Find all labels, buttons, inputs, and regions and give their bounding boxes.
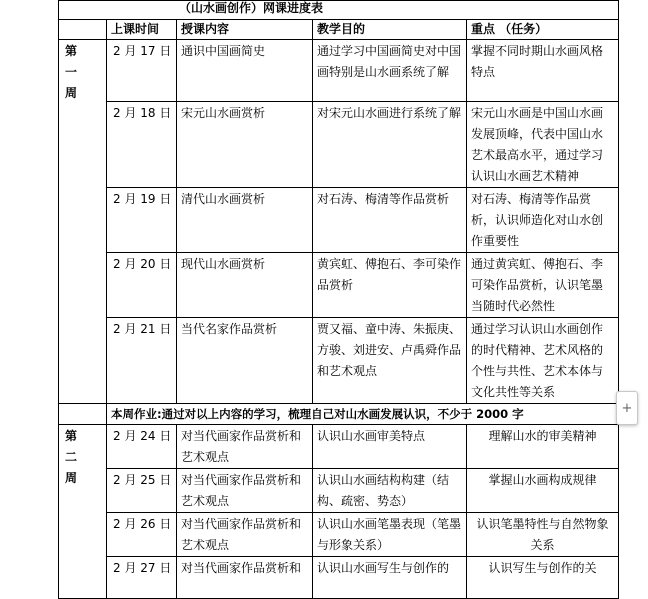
table-row [59, 318, 619, 404]
purpose-cell: 认识山水画写生与创作的 [313, 557, 467, 599]
table-title: （山水画创作）网课进度表 [59, 1, 619, 20]
content-cell: 对当代画家作品赏析和艺术观点 [177, 425, 313, 469]
content-cell: 对当代画家作品赏析和 [177, 557, 313, 599]
table-row [59, 513, 619, 557]
content-cell: 宋元山水画赏析 [177, 102, 313, 188]
focus-cell: 理解山水的审美精神 [467, 425, 619, 469]
purpose-cell: 通过学习中国画简史对中国画特别是山水画系统了解 [313, 40, 467, 102]
header-blank [59, 20, 107, 40]
date-cell: 2 月 20 日 [107, 253, 177, 318]
date-cell: 2 月 21 日 [107, 318, 177, 404]
title-row [59, 1, 619, 20]
purpose-cell: 贾又福、童中涛、朱振庚、方骏、刘进安、卢禹舜作品和艺术观点 [313, 318, 467, 404]
week-one-label [59, 40, 107, 404]
week-char: 周 [65, 86, 78, 100]
table-row [59, 425, 619, 469]
focus-cell: 掌握山水画构成规律 [467, 469, 619, 513]
content-cell: 现代山水画赏析 [177, 253, 313, 318]
header-row [59, 20, 619, 40]
homework-text: 本周作业:通过对以上内容的学习，梳理自己对山水画发展认识，不少于 2000 字 [107, 404, 619, 425]
homework-blank [59, 404, 107, 425]
date-cell: 2 月 17 日 [107, 40, 177, 102]
week-char: 周 [65, 471, 78, 485]
table-row [59, 253, 619, 318]
focus-cell: 通过学习认识山水画创作的时代精神、艺术风格的个性与共性、艺术本体与文化共性等关系 [467, 318, 619, 404]
content-cell: 对当代画家作品赏析和艺术观点 [177, 513, 313, 557]
header-purpose: 教学目的 [313, 20, 467, 40]
date-cell: 2 月 25 日 [107, 469, 177, 513]
focus-cell: 通过黄宾虹、傅抱石、李可染作品赏析，认识笔墨当随时代必然性 [467, 253, 619, 318]
schedule-table [58, 0, 619, 599]
week-char: 第 [65, 429, 78, 443]
table-row [59, 557, 619, 599]
purpose-cell: 认识山水画笔墨表现（笔墨与形象关系） [313, 513, 467, 557]
focus-cell: 对石涛、梅清等作品赏析，认识师造化对山水创作重要性 [467, 188, 619, 253]
content-cell: 通识中国画简史 [177, 40, 313, 102]
date-cell: 2 月 19 日 [107, 188, 177, 253]
table-row [59, 469, 619, 513]
week-two-label [59, 425, 107, 599]
table-row [59, 188, 619, 253]
content-cell: 清代山水画赏析 [177, 188, 313, 253]
purpose-cell: 认识山水画结构构建（结构、疏密、势态） [313, 469, 467, 513]
add-row-button[interactable] [616, 391, 638, 425]
date-cell: 2 月 27 日 [107, 557, 177, 599]
date-cell: 2 月 26 日 [107, 513, 177, 557]
header-content: 授课内容 [177, 20, 313, 40]
purpose-cell: 黄宾虹、傅抱石、李可染作品赏析 [313, 253, 467, 318]
focus-cell: 认识写生与创作的关 [467, 557, 619, 599]
purpose-cell: 对石涛、梅清等作品赏析 [313, 188, 467, 253]
focus-cell: 宋元山水画是中国山水画发展顶峰，代表中国山水艺术最高水平，通过学习认识山水画艺术精神 [467, 102, 619, 188]
purpose-cell: 对宋元山水画进行系统了解 [313, 102, 467, 188]
header-focus: 重点 （任务） [467, 20, 619, 40]
homework-row [59, 404, 619, 425]
date-cell: 2 月 18 日 [107, 102, 177, 188]
focus-cell: 认识笔墨特性与自然物象关系 [467, 513, 619, 557]
content-cell: 当代名家作品赏析 [177, 318, 313, 404]
purpose-cell: 认识山水画审美特点 [313, 425, 467, 469]
table-row [59, 102, 619, 188]
focus-cell: 掌握不同时期山水画风格特点 [467, 40, 619, 102]
content-cell: 对当代画家作品赏析和艺术观点 [177, 469, 313, 513]
date-cell: 2 月 24 日 [107, 425, 177, 469]
plus-icon: + [621, 400, 633, 416]
week-char: 第 [65, 44, 78, 58]
header-time: 上课时间 [107, 20, 177, 40]
week-char: 一 [65, 65, 78, 79]
week-char: 二 [65, 450, 78, 464]
document-page [58, 0, 618, 599]
table-row [59, 40, 619, 102]
